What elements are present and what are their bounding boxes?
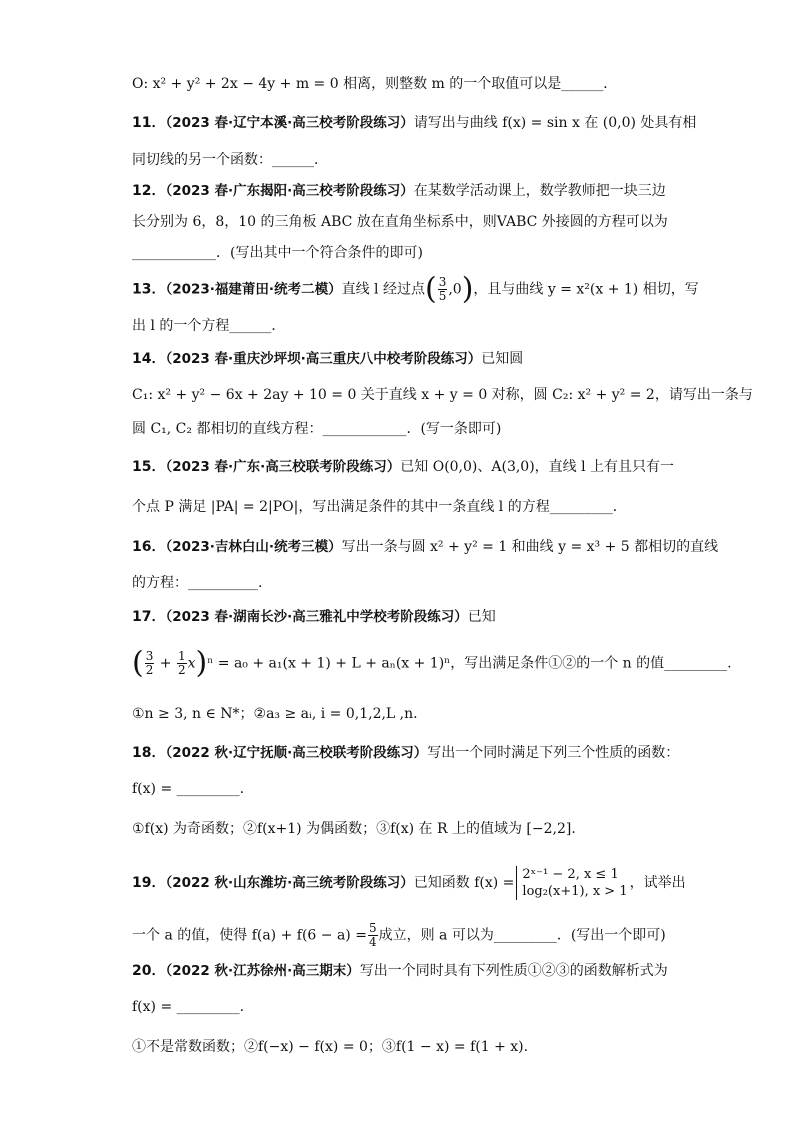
question-source: （2022 秋·山东潍坊·高三统考阶段练习） <box>165 875 414 891</box>
question-source: （2023 春·重庆沙坪坝·高三重庆八中校考阶段练习） <box>165 351 482 367</box>
question-text: 在某数学活动课上，数学教师把一块三边 <box>413 183 666 199</box>
question-source: （2023 春·广东揭阳·高三校考阶段练习） <box>165 183 414 199</box>
question-number: 20． <box>132 963 166 979</box>
question-source: （2023 春·湖南长沙·高三雅礼中学校考阶段练习） <box>165 609 468 625</box>
question-number: 13． <box>132 281 166 298</box>
question-11 <box>132 112 697 134</box>
question-source: （2023 春·广东·高三校联考阶段练习） <box>165 459 401 475</box>
piecewise-case-2: log₂(x+1), x > 1 <box>522 884 628 899</box>
fraction <box>368 922 378 949</box>
fraction-denominator: 2 <box>145 663 154 677</box>
line-text: f(x) = _________. <box>132 999 245 1015</box>
question-source: （2022 秋·江苏徐州·高三期末） <box>165 963 360 979</box>
fraction-numerator: 1 <box>178 649 186 663</box>
piecewise-brace <box>516 866 627 900</box>
question-text: 已知 <box>467 609 496 625</box>
line-text: 同切线的另一个函数：______． <box>132 152 328 168</box>
line-text: ①n ≥ 3, n ∈ N*；②a₃ ≥ aᵢ, i = 0,1,2,L ,n. <box>132 706 418 722</box>
question-text-continued: ，试举出 <box>629 875 686 891</box>
question-20-line-2 <box>132 996 672 1018</box>
fraction-denominator: 5 <box>438 289 447 303</box>
line-text: 个点 P 满足 |PA| = 2|PO|，写出满足条件的其中一条直线 l 的方程_________． <box>132 499 627 515</box>
line-text: 长分别为 6，8，10 的三角板 ABC 放在直角坐标系中，则VABC 外接圆的方程可以为 <box>132 214 668 230</box>
question-number: 15． <box>132 459 166 475</box>
line-text: ①f(x) 为奇函数；②f(x+1) 为偶函数；③f(x) 在 R 上的值域为 [−2,2]. <box>132 821 576 837</box>
fraction-denominator: 2 <box>178 663 186 677</box>
right-paren: ) <box>195 645 208 681</box>
fraction-numerator: 5 <box>368 921 377 935</box>
question-12 <box>132 180 672 202</box>
question-text: 直线 l 经过点 <box>341 281 425 298</box>
piecewise-case-1: 2ˣ⁻¹ − 2, x ≤ 1 <box>522 867 619 882</box>
fraction-denominator: 4 <box>368 935 377 949</box>
question-14-line-3 <box>132 418 672 440</box>
question-number: 11． <box>132 115 166 131</box>
question-16 <box>132 536 719 558</box>
question-text: 写出一条与圆 x² + y² = 1 和曲线 y = x³ + 5 都相切的直线 <box>341 539 719 555</box>
variable-x: x <box>187 655 196 672</box>
question-number: 12． <box>132 183 166 199</box>
question-text-continued: ，且与曲线 y = x²(x + 1) 相切，写 <box>473 281 699 298</box>
line-q10-continued <box>132 73 672 95</box>
left-paren: ( <box>132 645 144 681</box>
question-18-conditions <box>132 818 672 840</box>
question-20 <box>132 960 672 982</box>
question-12-line-3 <box>132 242 672 264</box>
line-text-continued: 成立，则 a 可以为_________．(写出一个即可) <box>378 927 666 944</box>
question-source: （2023·福建莆田·统考二模） <box>165 281 342 298</box>
line-text: 的方程：__________. <box>132 575 263 591</box>
question-text: 已知函数 f(x) = <box>413 875 515 891</box>
question-number: 18． <box>132 745 166 761</box>
fraction-numerator: 3 <box>145 649 154 663</box>
fraction-1 <box>145 650 155 677</box>
question-number: 14． <box>132 351 166 367</box>
line-text: ⁿ = a₀ + a₁(x + 1) + L + aₙ(x + 1)ⁿ，写出满足条件①②的一个 n 的值_________. <box>207 655 732 672</box>
question-source: （2023·吉林白山·统考三模） <box>165 539 342 555</box>
question-text: 写出一个同时具有下列性质①②③的函数解析式为 <box>359 963 668 979</box>
question-12-line-2 <box>132 211 672 233</box>
question-text: 请写出与曲线 f(x) = sin x 在 (0,0) 处具有相 <box>413 115 697 131</box>
question-14-line-2 <box>132 384 753 406</box>
line-text: 圆 C₁, C₂ 都相切的直线方程：____________．(写一条即可) <box>132 421 502 437</box>
question-number: 19． <box>132 875 166 891</box>
line-text: ①不是常数函数；②f(−x) − f(x) = 0；③f(1 − x) = f(1 + x). <box>132 1039 529 1055</box>
question-18-line-2 <box>132 778 672 800</box>
fraction-2 <box>177 650 187 677</box>
question-14 <box>132 348 672 370</box>
question-13-line-2 <box>132 315 672 337</box>
question-20-conditions <box>132 1036 672 1058</box>
question-18 <box>132 742 680 764</box>
question-17-conditions <box>132 703 672 725</box>
question-19-line-2 <box>132 922 672 949</box>
line-text: C₁: x² + y² − 6x + 2ay + 10 = 0 关于直线 x + y = 0 对称，圆 C₂: x² + y² = 2，请写出一条与 <box>132 387 753 403</box>
point-coordinate: ,0 <box>448 281 462 298</box>
question-16-line-2 <box>132 572 672 594</box>
line-text: ____________．(写出其中一个符合条件的即可) <box>132 245 423 261</box>
question-17-line-2 <box>132 645 732 681</box>
question-15 <box>132 456 675 478</box>
right-paren: ) <box>461 271 474 307</box>
question-19 <box>132 866 686 900</box>
question-number: 17． <box>132 609 166 625</box>
question-text: 写出一个同时满足下列三个性质的函数： <box>427 745 680 761</box>
line-text: O: x² + y² + 2x − 4y + m = 0 相离，则整数 m 的一个取值可以是______． <box>132 76 618 92</box>
question-15-line-2 <box>132 496 672 518</box>
fraction <box>438 276 448 303</box>
line-text: 一个 a 的值，使得 f(a) + f(6 − a) = <box>132 927 367 944</box>
line-text: 出 l 的一个方程______． <box>132 318 286 334</box>
question-17 <box>132 606 672 628</box>
question-text: 已知 O(0,0)、A(3,0)，直线 l 上有且只有一 <box>400 459 675 475</box>
question-source: （2023 春·辽宁本溪·高三校考阶段练习） <box>165 115 414 131</box>
plus-sign: + <box>155 655 176 672</box>
question-11-line-2 <box>132 149 672 171</box>
left-paren: ( <box>424 271 437 307</box>
question-number: 16． <box>132 539 166 555</box>
fraction-numerator: 3 <box>438 275 447 289</box>
line-text: f(x) = _________. <box>132 781 245 797</box>
question-text: 已知圆 <box>481 351 524 367</box>
question-source: （2022 秋·辽宁抚顺·高三校联考阶段练习） <box>165 745 428 761</box>
question-13 <box>132 271 699 307</box>
